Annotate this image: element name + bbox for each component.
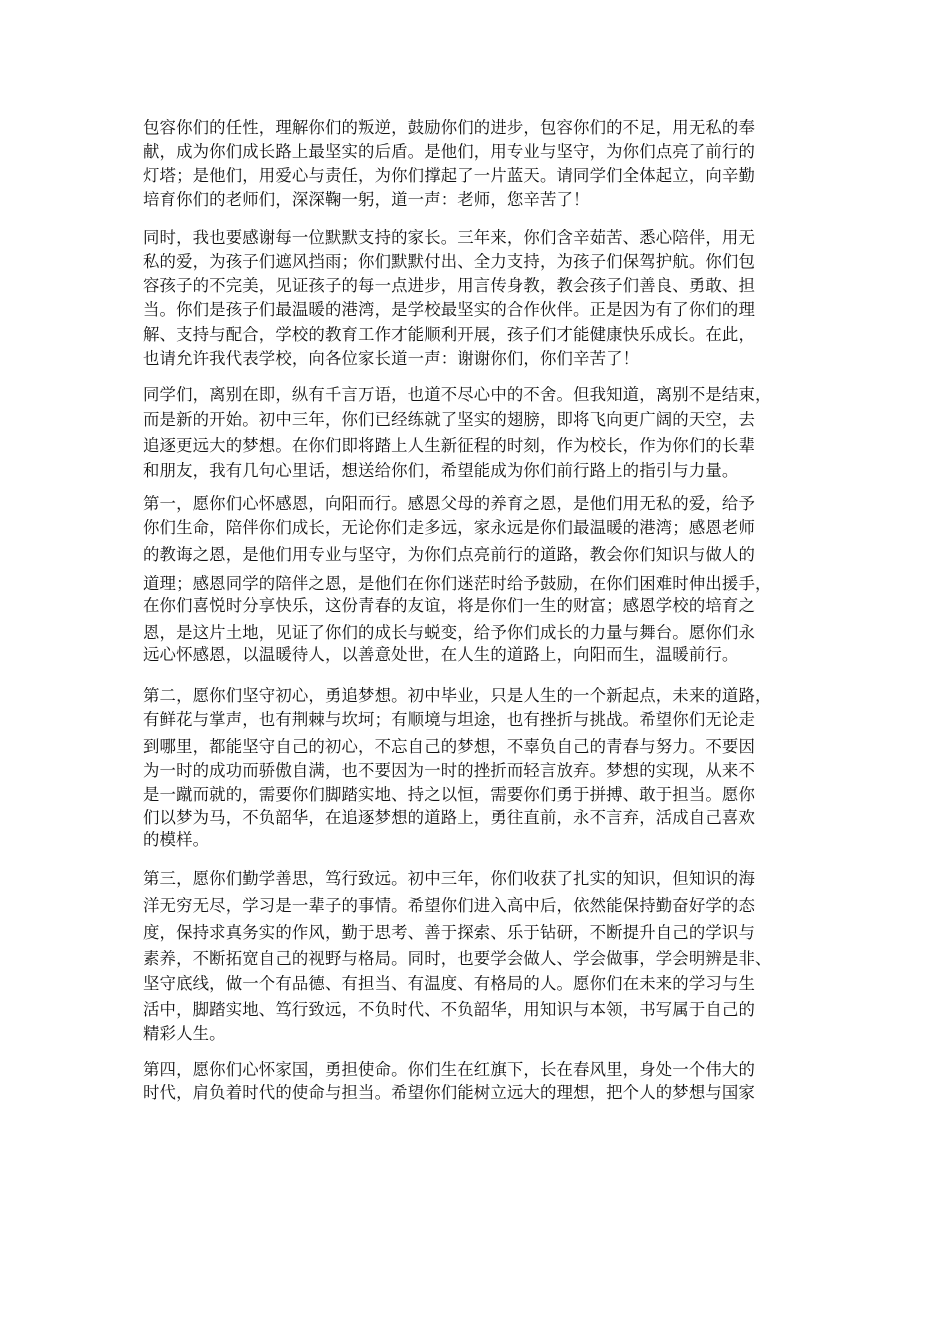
text-line: 的模样。 xyxy=(143,830,210,849)
text-line: 有鲜花与掌声，也有荆棘与坎坷；有顺境与坦途，也有挫折与挑战。希望你们无论走 xyxy=(143,710,756,729)
text-line: 活中，脚踏实地、笃行致远，不负时代、不负韶华，用知识与本领，书写属于自己的 xyxy=(143,1000,756,1019)
text-line: 恩，是这片土地，见证了你们的成长与蜕变，给予你们成长的力量与舞台。愿你们永 xyxy=(143,623,756,642)
text-line: 献，成为你们成长路上最坚实的后盾。是他们，用专业与坚守，为你们点亮了前行的 xyxy=(143,142,756,161)
text-line: 度，保持求真务实的作风，勤于思考、善于探索、乐于钻研，不断提升自己的学识与 xyxy=(143,923,756,942)
text-line: 同时，我也要感谢每一位默默支持的家长。三年来，你们含辛茹苦、悉心陪伴，用无 xyxy=(143,228,756,247)
text-line: 解、支持与配合，学校的教育工作才能顺利开展，孩子们才能健康快乐成长。在此， xyxy=(143,325,756,344)
text-line: 私的爱，为孩子们遮风挡雨；你们默默付出、全力支持，为孩子们保驾护航。你们包 xyxy=(143,252,756,271)
text-line: 而是新的开始。初中三年，你们已经练就了坚实的翅膀，即将飞向更广阔的天空，去 xyxy=(143,410,756,429)
text-line: 同学们，离别在即，纵有千言万语，也道不尽心中的不舍。但我知道，离别不是结束， xyxy=(143,385,772,404)
text-line: 灯塔；是他们，用爱心与责任，为你们撑起了一片蓝天。请同学们全体起立，向辛勤 xyxy=(143,166,756,185)
text-line: 远心怀感恩，以温暖待人，以善意处世，在人生的道路上，向阳而生，温暖前行。 xyxy=(143,645,739,664)
text-line: 素养，不断拓宽自己的视野与格局。同时，也要学会做人、学会做事，学会明辨是非、 xyxy=(143,949,772,968)
text-line: 容孩子的不完美，见证孩子的每一点进步，用言传身教，教会孩子们善良、勇敢、担 xyxy=(143,276,756,295)
text-line: 到哪里，都能坚守自己的初心，不忘自己的梦想，不辜负自己的青春与努力。不要因 xyxy=(143,737,756,756)
text-line: 是一蹴而就的，需要你们脚踏实地、持之以恒，需要你们勇于拼搏、敢于担当。愿你 xyxy=(143,785,756,804)
text-line: 第二，愿你们坚守初心，勇追梦想。初中毕业，只是人生的一个新起点，未来的道路， xyxy=(143,686,772,705)
text-line: 包容你们的任性，理解你们的叛逆，鼓励你们的进步，包容你们的不足，用无私的奉 xyxy=(143,118,756,137)
text-line: 时代，肩负着时代的使命与担当。希望你们能树立远大的理想，把个人的梦想与国家 xyxy=(143,1083,756,1102)
text-line: 你们生命，陪伴你们成长，无论你们走多远，家永远是你们最温暖的港湾；感恩老师 xyxy=(143,518,756,537)
text-line: 精彩人生。 xyxy=(143,1024,226,1043)
text-line: 当。你们是孩子们最温暖的港湾，是学校最坚实的合作伙伴。正是因为有了你们的理 xyxy=(143,300,756,319)
text-line: 坚守底线，做一个有品德、有担当、有温度、有格局的人。愿你们在未来的学习与生 xyxy=(143,974,756,993)
text-line: 培育你们的老师们，深深鞠一躬，道一声：老师，您辛苦了！ xyxy=(143,190,590,209)
text-line: 们以梦为马，不负韶华，在追逐梦想的道路上，勇往直前，永不言弃，活成自己喜欢 xyxy=(143,808,756,827)
text-line: 也请允许我代表学校，向各位家长道一声：谢谢你们，你们辛苦了！ xyxy=(143,349,640,368)
text-line: 洋无穷无尽，学习是一辈子的事情。希望你们进入高中后，依然能保持勤奋好学的态 xyxy=(143,896,756,915)
text-line: 在你们喜悦时分享快乐，这份青春的友谊，将是你们一生的财富；感恩学校的培育之 xyxy=(143,596,756,615)
text-line: 的教诲之恩，是他们用专业与坚守，为你们点亮前行的道路，教会你们知识与做人的 xyxy=(143,545,756,564)
text-line: 第一，愿你们心怀感恩，向阳而行。感恩父母的养育之恩，是他们用无私的爱，给予 xyxy=(143,494,756,513)
text-line: 追逐更远大的梦想。在你们即将踏上人生新征程的时刻，作为校长，作为你们的长辈 xyxy=(143,436,756,455)
text-line: 第三，愿你们勤学善思，笃行致远。初中三年，你们收获了扎实的知识，但知识的海 xyxy=(143,869,756,888)
text-line: 为一时的成功而骄傲自满，也不要因为一时的挫折而轻言放弃。梦想的实现，从来不 xyxy=(143,761,756,780)
text-line: 道理；感恩同学的陪伴之恩，是他们在你们迷茫时给予鼓励，在你们困难时伸出援手， xyxy=(143,574,772,593)
text-line: 第四，愿你们心怀家国，勇担使命。你们生在红旗下，长在春风里，身处一个伟大的 xyxy=(143,1060,756,1079)
text-line: 和朋友，我有几句心里话，想送给你们，希望能成为你们前行路上的指引与力量。 xyxy=(143,461,739,480)
